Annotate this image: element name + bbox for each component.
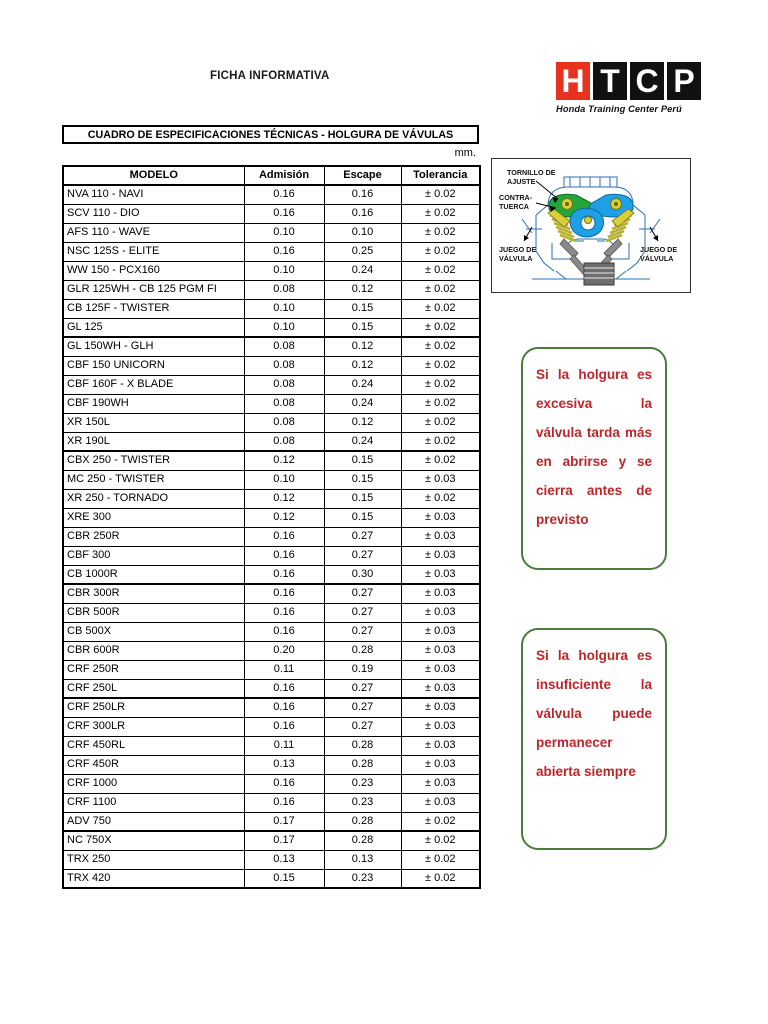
cell-admision: 0.16: [244, 793, 324, 812]
cell-modelo: CRF 250L: [63, 679, 244, 698]
cell-tolerancia: ± 0.02: [401, 394, 480, 413]
cell-tolerancia: ± 0.02: [401, 432, 480, 451]
logo-letter-p: P: [667, 62, 701, 100]
cell-tolerancia: ± 0.03: [401, 546, 480, 565]
cell-admision: 0.10: [244, 470, 324, 489]
valve-clearance-table: [62, 165, 481, 889]
cell-modelo: GL 150WH - GLH: [63, 337, 244, 356]
cell-modelo: CB 500X: [63, 622, 244, 641]
cell-modelo: NSC 125S - ELITE: [63, 242, 244, 261]
cell-admision: 0.17: [244, 812, 324, 831]
cell-modelo: GL 125: [63, 318, 244, 337]
cell-tolerancia: ± 0.03: [401, 679, 480, 698]
cell-tolerancia: ± 0.02: [401, 223, 480, 242]
table-row: [63, 489, 480, 508]
cell-tolerancia: ± 0.02: [401, 489, 480, 508]
cell-admision: 0.15: [244, 869, 324, 888]
cell-admision: 0.08: [244, 375, 324, 394]
cell-escape: 0.28: [324, 812, 401, 831]
logo-subtitle: Honda Training Center Perú: [556, 104, 682, 114]
table-row: [63, 812, 480, 831]
cell-modelo: CBR 250R: [63, 527, 244, 546]
cell-admision: 0.11: [244, 736, 324, 755]
table-header: [63, 166, 480, 185]
table-row: [63, 185, 480, 204]
table-row: [63, 261, 480, 280]
table-row: [63, 850, 480, 869]
cell-admision: 0.08: [244, 413, 324, 432]
table-row: [63, 698, 480, 717]
cell-escape: 0.15: [324, 489, 401, 508]
column-header-escape: Escape: [324, 166, 401, 185]
cell-tolerancia: ± 0.02: [401, 869, 480, 888]
table-body: [63, 185, 480, 888]
cell-admision: 0.10: [244, 261, 324, 280]
cell-tolerancia: ± 0.02: [401, 261, 480, 280]
cell-escape: 0.28: [324, 831, 401, 850]
cell-modelo: MC 250 - TWISTER: [63, 470, 244, 489]
cell-tolerancia: ± 0.03: [401, 565, 480, 584]
label-clearance-right2: VÁLVULA: [640, 254, 674, 263]
cell-admision: 0.16: [244, 527, 324, 546]
cell-escape: 0.23: [324, 869, 401, 888]
cell-tolerancia: ± 0.03: [401, 641, 480, 660]
cell-modelo: ADV 750: [63, 812, 244, 831]
cell-admision: 0.16: [244, 698, 324, 717]
callout-insufficient-clearance: Si la holgura es insuficiente la válvula puede permanecer abierta siempre: [521, 628, 667, 850]
cell-escape: 0.15: [324, 508, 401, 527]
cell-modelo: XR 190L: [63, 432, 244, 451]
table-row: [63, 432, 480, 451]
cell-modelo: CBR 300R: [63, 584, 244, 603]
column-header-modelo: MODELO: [63, 166, 244, 185]
cell-escape: 0.15: [324, 318, 401, 337]
cell-admision: 0.16: [244, 774, 324, 793]
cell-escape: 0.16: [324, 185, 401, 204]
cell-escape: 0.10: [324, 223, 401, 242]
cell-tolerancia: ± 0.03: [401, 508, 480, 527]
cell-tolerancia: ± 0.03: [401, 660, 480, 679]
valve-train-diagram: [491, 158, 691, 293]
cell-escape: 0.16: [324, 204, 401, 223]
cell-modelo: CBR 600R: [63, 641, 244, 660]
table-row: [63, 508, 480, 527]
cell-modelo: CRF 1100: [63, 793, 244, 812]
cell-modelo: CB 125F - TWISTER: [63, 299, 244, 318]
cell-escape: 0.30: [324, 565, 401, 584]
cell-escape: 0.15: [324, 470, 401, 489]
cell-modelo: CRF 300LR: [63, 717, 244, 736]
table-row: [63, 831, 480, 850]
cell-admision: 0.16: [244, 242, 324, 261]
section-banner: CUADRO DE ESPECIFICACIONES TÉCNICAS - HOLGURA DE VÁVULAS: [62, 125, 479, 144]
cell-admision: 0.16: [244, 204, 324, 223]
table-row: [63, 546, 480, 565]
cell-escape: 0.27: [324, 546, 401, 565]
table-row: [63, 755, 480, 774]
cell-tolerancia: ± 0.03: [401, 470, 480, 489]
cell-escape: 0.13: [324, 850, 401, 869]
table-row: [63, 451, 480, 470]
cell-tolerancia: ± 0.03: [401, 622, 480, 641]
cell-admision: 0.08: [244, 280, 324, 299]
cell-escape: 0.27: [324, 679, 401, 698]
label-locknut-line2: TUERCA: [499, 202, 529, 211]
cell-escape: 0.24: [324, 432, 401, 451]
label-clearance-right1: JUEGO DE: [640, 245, 678, 254]
table-row: [63, 280, 480, 299]
cell-escape: 0.25: [324, 242, 401, 261]
cell-tolerancia: ± 0.03: [401, 774, 480, 793]
units-label: mm.: [454, 147, 476, 159]
cell-escape: 0.24: [324, 375, 401, 394]
cell-admision: 0.16: [244, 717, 324, 736]
cell-escape: 0.27: [324, 584, 401, 603]
cell-tolerancia: ± 0.02: [401, 831, 480, 850]
cell-escape: 0.15: [324, 299, 401, 318]
table-row: [63, 337, 480, 356]
table-row: [63, 565, 480, 584]
table-row: [63, 299, 480, 318]
cell-tolerancia: ± 0.02: [401, 375, 480, 394]
cell-escape: 0.27: [324, 698, 401, 717]
cell-admision: 0.20: [244, 641, 324, 660]
logo-letters: [556, 62, 704, 100]
cell-tolerancia: ± 0.02: [401, 242, 480, 261]
cell-modelo: CBF 160F - X BLADE: [63, 375, 244, 394]
cell-modelo: CRF 450RL: [63, 736, 244, 755]
cell-admision: 0.16: [244, 546, 324, 565]
cell-admision: 0.08: [244, 432, 324, 451]
cell-modelo: CBR 500R: [63, 603, 244, 622]
cell-modelo: AFS 110 - WAVE: [63, 223, 244, 242]
table-row: [63, 394, 480, 413]
table-row: [63, 584, 480, 603]
cell-admision: 0.08: [244, 337, 324, 356]
cell-admision: 0.08: [244, 394, 324, 413]
cell-modelo: XRE 300: [63, 508, 244, 527]
table-row: [63, 318, 480, 337]
cell-modelo: CB 1000R: [63, 565, 244, 584]
table-row: [63, 603, 480, 622]
cell-modelo: TRX 250: [63, 850, 244, 869]
cell-tolerancia: ± 0.02: [401, 413, 480, 432]
column-header-tolerancia: Tolerancia: [401, 166, 480, 185]
cell-admision: 0.10: [244, 223, 324, 242]
label-locknut-line1: CONTRA-: [499, 193, 533, 202]
cell-modelo: CRF 250R: [63, 660, 244, 679]
cell-modelo: CBF 150 UNICORN: [63, 356, 244, 375]
column-header-admision: Admisión: [244, 166, 324, 185]
cell-escape: 0.27: [324, 717, 401, 736]
logo-letter-t: T: [593, 62, 627, 100]
cell-admision: 0.13: [244, 850, 324, 869]
cell-admision: 0.12: [244, 451, 324, 470]
cell-tolerancia: ± 0.02: [401, 185, 480, 204]
cell-escape: 0.15: [324, 451, 401, 470]
cell-tolerancia: ± 0.02: [401, 299, 480, 318]
cell-modelo: CRF 250LR: [63, 698, 244, 717]
table-row: [63, 413, 480, 432]
table-row: [63, 774, 480, 793]
cell-modelo: CBF 190WH: [63, 394, 244, 413]
cell-tolerancia: ± 0.03: [401, 717, 480, 736]
cell-tolerancia: ± 0.03: [401, 755, 480, 774]
cell-admision: 0.12: [244, 489, 324, 508]
table-row: [63, 470, 480, 489]
cell-admision: 0.13: [244, 755, 324, 774]
table-row: [63, 356, 480, 375]
cell-tolerancia: ± 0.02: [401, 850, 480, 869]
table-row: [63, 375, 480, 394]
cell-admision: 0.11: [244, 660, 324, 679]
cell-escape: 0.24: [324, 394, 401, 413]
logo-letter-h: H: [556, 62, 590, 100]
table-row: [63, 660, 480, 679]
cell-escape: 0.12: [324, 337, 401, 356]
cell-tolerancia: ± 0.03: [401, 736, 480, 755]
logo-letter-c: C: [630, 62, 664, 100]
cell-escape: 0.27: [324, 622, 401, 641]
callout-excessive-clearance: Si la holgura es excesiva la válvula tarda más en abrirse y se cierra antes de previsto: [521, 347, 667, 570]
htcp-logo: [556, 62, 704, 114]
cell-tolerancia: ± 0.02: [401, 204, 480, 223]
cell-tolerancia: ± 0.03: [401, 793, 480, 812]
cell-escape: 0.27: [324, 527, 401, 546]
table-header-row: [63, 166, 480, 185]
cell-escape: 0.23: [324, 774, 401, 793]
cell-escape: 0.23: [324, 793, 401, 812]
cell-modelo: GLR 125WH - CB 125 PGM FI: [63, 280, 244, 299]
cell-escape: 0.12: [324, 356, 401, 375]
cell-escape: 0.28: [324, 736, 401, 755]
cell-admision: 0.17: [244, 831, 324, 850]
cell-tolerancia: ± 0.03: [401, 698, 480, 717]
cell-modelo: CBX 250 - TWISTER: [63, 451, 244, 470]
cell-admision: 0.12: [244, 508, 324, 527]
label-adjust-screw-line2: AJUSTE: [507, 177, 536, 186]
cell-escape: 0.28: [324, 641, 401, 660]
cell-tolerancia: ± 0.02: [401, 451, 480, 470]
cell-tolerancia: ± 0.02: [401, 812, 480, 831]
cell-modelo: NC 750X: [63, 831, 244, 850]
cell-escape: 0.12: [324, 413, 401, 432]
table-row: [63, 717, 480, 736]
cell-admision: 0.08: [244, 356, 324, 375]
cell-admision: 0.16: [244, 584, 324, 603]
cell-tolerancia: ± 0.02: [401, 356, 480, 375]
cell-admision: 0.16: [244, 622, 324, 641]
cell-escape: 0.28: [324, 755, 401, 774]
cell-escape: 0.27: [324, 603, 401, 622]
cell-tolerancia: ± 0.02: [401, 318, 480, 337]
cell-modelo: CRF 1000: [63, 774, 244, 793]
cell-admision: 0.10: [244, 299, 324, 318]
table-row: [63, 679, 480, 698]
label-clearance-left1: JUEGO DE: [499, 245, 537, 254]
cell-escape: 0.19: [324, 660, 401, 679]
cell-admision: 0.16: [244, 185, 324, 204]
label-adjust-screw-line1: TORNILLO DE: [507, 168, 556, 177]
cell-modelo: XR 150L: [63, 413, 244, 432]
cell-modelo: WW 150 - PCX160: [63, 261, 244, 280]
table-row: [63, 223, 480, 242]
cell-escape: 0.12: [324, 280, 401, 299]
cell-tolerancia: ± 0.03: [401, 603, 480, 622]
cell-modelo: CRF 450R: [63, 755, 244, 774]
cell-modelo: CBF 300: [63, 546, 244, 565]
cell-tolerancia: ± 0.02: [401, 337, 480, 356]
table-row: [63, 622, 480, 641]
cell-escape: 0.24: [324, 261, 401, 280]
cell-modelo: SCV 110 - DIO: [63, 204, 244, 223]
cell-tolerancia: ± 0.02: [401, 280, 480, 299]
table-row: [63, 242, 480, 261]
cell-admision: 0.16: [244, 679, 324, 698]
cell-admision: 0.10: [244, 318, 324, 337]
table-row: [63, 641, 480, 660]
cell-modelo: TRX 420: [63, 869, 244, 888]
table-row: [63, 869, 480, 888]
table-row: [63, 793, 480, 812]
cell-modelo: NVA 110 - NAVI: [63, 185, 244, 204]
table-row: [63, 527, 480, 546]
page-title: FICHA INFORMATIVA: [210, 70, 330, 82]
label-clearance-left2: VÁLVULA: [499, 254, 533, 263]
cell-modelo: XR 250 - TORNADO: [63, 489, 244, 508]
table-row: [63, 736, 480, 755]
cell-admision: 0.16: [244, 565, 324, 584]
cell-admision: 0.16: [244, 603, 324, 622]
cell-tolerancia: ± 0.03: [401, 584, 480, 603]
cell-tolerancia: ± 0.03: [401, 527, 480, 546]
table-row: [63, 204, 480, 223]
